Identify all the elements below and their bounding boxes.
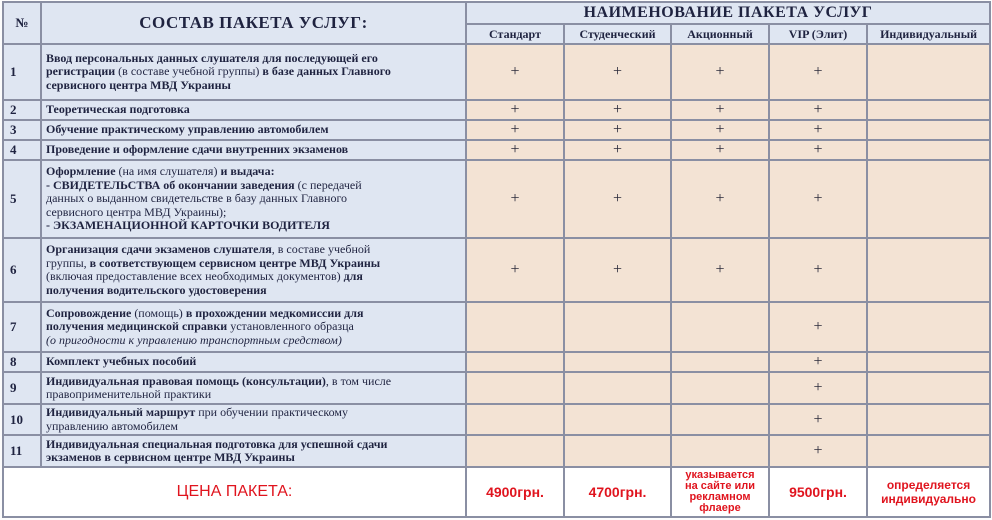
row-number: 1 <box>3 44 41 100</box>
package-mark-1: + <box>466 238 564 302</box>
package-price-3 <box>671 467 769 517</box>
service-description <box>41 372 466 404</box>
service-packages-table <box>2 1 991 518</box>
description-line: получения медицинской справки установленного образца <box>46 319 354 334</box>
price-note-line: флаере <box>699 502 741 514</box>
table-row <box>3 435 990 467</box>
package-mark-4: + <box>769 404 867 435</box>
package-mark-1: + <box>466 100 564 120</box>
description-line: Организация сдачи экзаменов слушателя, в составе учебной <box>46 242 371 256</box>
package-mark-1 <box>466 372 564 404</box>
package-mark-4: + <box>769 302 867 352</box>
description-line: Ввод персональных данных слушателя для последующей его <box>46 50 378 65</box>
package-mark-4: + <box>769 120 867 140</box>
table-row <box>3 238 990 302</box>
description-line: - ЭКЗАМЕНАЦИОННОЙ КАРТОЧКИ ВОДИТЕЛЯ <box>46 218 330 233</box>
package-mark-1: + <box>466 160 564 238</box>
service-description <box>41 435 466 467</box>
description-line: экзаменов в сервисном центре МВД Украины <box>46 450 295 464</box>
package-mark-3: + <box>671 44 769 100</box>
price-note-line: указывается <box>685 469 755 481</box>
table-row <box>3 302 990 352</box>
package-price-2: 4700грн. <box>564 467 671 517</box>
row-number: 3 <box>3 120 41 140</box>
package-mark-2: + <box>564 100 671 120</box>
package-mark-1: + <box>466 44 564 100</box>
package-mark-5 <box>867 435 990 467</box>
package-mark-3: + <box>671 120 769 140</box>
description-line: Индивидуальная специальная подготовка для успешной сдачи <box>46 436 388 451</box>
package-mark-1 <box>466 404 564 435</box>
row-number: 8 <box>3 352 41 372</box>
package-mark-3 <box>671 372 769 404</box>
description-line: Сопровождение (помощь) в прохождении медкомиссии для <box>46 305 364 320</box>
package-mark-4: + <box>769 100 867 120</box>
row-number: 9 <box>3 372 41 404</box>
package-price-5 <box>867 467 990 517</box>
description-line: правоприменительной практики <box>46 387 212 401</box>
package-header-2: Студенческий <box>564 24 671 44</box>
package-mark-1 <box>466 435 564 467</box>
description-line: Индивидуальный маршрут при обучении практическому <box>46 405 349 419</box>
service-description <box>41 120 466 140</box>
packages-header: НАИМЕНОВАНИЕ ПАКЕТА УСЛУГ <box>466 2 990 24</box>
table-row <box>3 140 990 160</box>
package-mark-1: + <box>466 120 564 140</box>
package-price-1: 4900грн. <box>466 467 564 517</box>
package-mark-2: + <box>564 120 671 140</box>
row-number: 2 <box>3 100 41 120</box>
description-line: группы, в соответствующем сервисном центре МВД Украины <box>46 255 381 270</box>
package-mark-3: + <box>671 238 769 302</box>
package-mark-2: + <box>564 44 671 100</box>
package-mark-2 <box>564 435 671 467</box>
description-line: Проведение и оформление сдачи внутренних экзаменов <box>46 142 349 157</box>
package-header-5: Индивидуальный <box>867 24 990 44</box>
price-note-line: рекламном <box>689 491 751 503</box>
package-mark-3: + <box>671 100 769 120</box>
package-header-1: Стандарт <box>466 24 564 44</box>
package-mark-2 <box>564 302 671 352</box>
package-mark-5 <box>867 100 990 120</box>
service-description <box>41 44 466 100</box>
row-number: 7 <box>3 302 41 352</box>
number-column-header: № <box>3 2 41 44</box>
description-line: Теоретическая подготовка <box>46 102 190 117</box>
package-price-4: 9500грн. <box>769 467 867 517</box>
package-mark-4: + <box>769 435 867 467</box>
package-mark-3 <box>671 404 769 435</box>
description-line: (включая предоставление всех необходимых документов) для <box>46 269 363 283</box>
package-mark-4: + <box>769 372 867 404</box>
package-mark-2 <box>564 372 671 404</box>
package-mark-5 <box>867 352 990 372</box>
package-mark-4: + <box>769 352 867 372</box>
price-label: ЦЕНА ПАКЕТА: <box>3 467 466 517</box>
table-row <box>3 404 990 435</box>
description-line: данных о выданном свидетельстве в базу данных Главного <box>46 191 348 206</box>
table-row <box>3 44 990 100</box>
package-mark-2: + <box>564 238 671 302</box>
package-mark-5 <box>867 302 990 352</box>
description-line: сервисного центра МВД Украины <box>46 77 231 92</box>
description-line: Индивидуальная правовая помощь (консультации), в том числе <box>46 373 392 388</box>
package-mark-4: + <box>769 44 867 100</box>
table-row <box>3 120 990 140</box>
service-description <box>41 238 466 302</box>
package-mark-5 <box>867 238 990 302</box>
package-mark-1: + <box>466 140 564 160</box>
package-mark-5 <box>867 140 990 160</box>
row-number: 10 <box>3 404 41 435</box>
package-mark-4: + <box>769 238 867 302</box>
row-number: 5 <box>3 160 41 238</box>
price-row <box>3 467 990 517</box>
package-mark-3: + <box>671 140 769 160</box>
row-number: 6 <box>3 238 41 302</box>
service-description <box>41 302 466 352</box>
service-description <box>41 404 466 435</box>
package-mark-4: + <box>769 140 867 160</box>
table-row <box>3 352 990 372</box>
description-line: получения водительского удостоверения <box>46 282 267 297</box>
table-row <box>3 160 990 238</box>
service-description <box>41 140 466 160</box>
package-mark-3 <box>671 435 769 467</box>
package-mark-1 <box>466 302 564 352</box>
description-line: регистрации (в составе учебной группы) в базе данных Главного <box>46 64 391 79</box>
price-note-line: на сайте или <box>684 480 756 492</box>
package-mark-2 <box>564 352 671 372</box>
package-mark-3 <box>671 302 769 352</box>
description-line: - СВИДЕТЕЛЬСТВА об окончании заведения (с передачей <box>46 177 362 192</box>
description-line: сервисного центра МВД Украины); <box>46 204 227 219</box>
package-mark-5 <box>867 44 990 100</box>
package-mark-2: + <box>564 160 671 238</box>
description-line: (о пригодности к управлению транспортным средством) <box>46 332 342 347</box>
package-mark-3: + <box>671 160 769 238</box>
package-mark-1 <box>466 352 564 372</box>
service-description <box>41 100 466 120</box>
package-mark-5 <box>867 160 990 238</box>
package-mark-5 <box>867 404 990 435</box>
service-description <box>41 352 466 372</box>
row-number: 11 <box>3 435 41 467</box>
package-header-4: VIP (Элит) <box>769 24 867 44</box>
package-mark-2 <box>564 404 671 435</box>
row-number: 4 <box>3 140 41 160</box>
package-mark-5 <box>867 372 990 404</box>
package-mark-3 <box>671 352 769 372</box>
services-column-header: СОСТАВ ПАКЕТА УСЛУГ: <box>41 2 466 44</box>
package-mark-2: + <box>564 140 671 160</box>
description-line: Обучение практическому управлению автомобилем <box>46 122 329 137</box>
package-header-3: Акционный <box>671 24 769 44</box>
price-note-line: определяется <box>886 478 971 492</box>
price-note-line: индивидуально <box>881 492 976 506</box>
service-description <box>41 160 466 238</box>
table-row <box>3 100 990 120</box>
description-line: Комплект учебных пособий <box>46 354 197 369</box>
table-row <box>3 372 990 404</box>
package-mark-4: + <box>769 160 867 238</box>
package-mark-5 <box>867 120 990 140</box>
description-line: Оформление (на имя слушателя) и выдача: <box>46 164 275 179</box>
description-line: управлению автомобилем <box>46 418 178 433</box>
